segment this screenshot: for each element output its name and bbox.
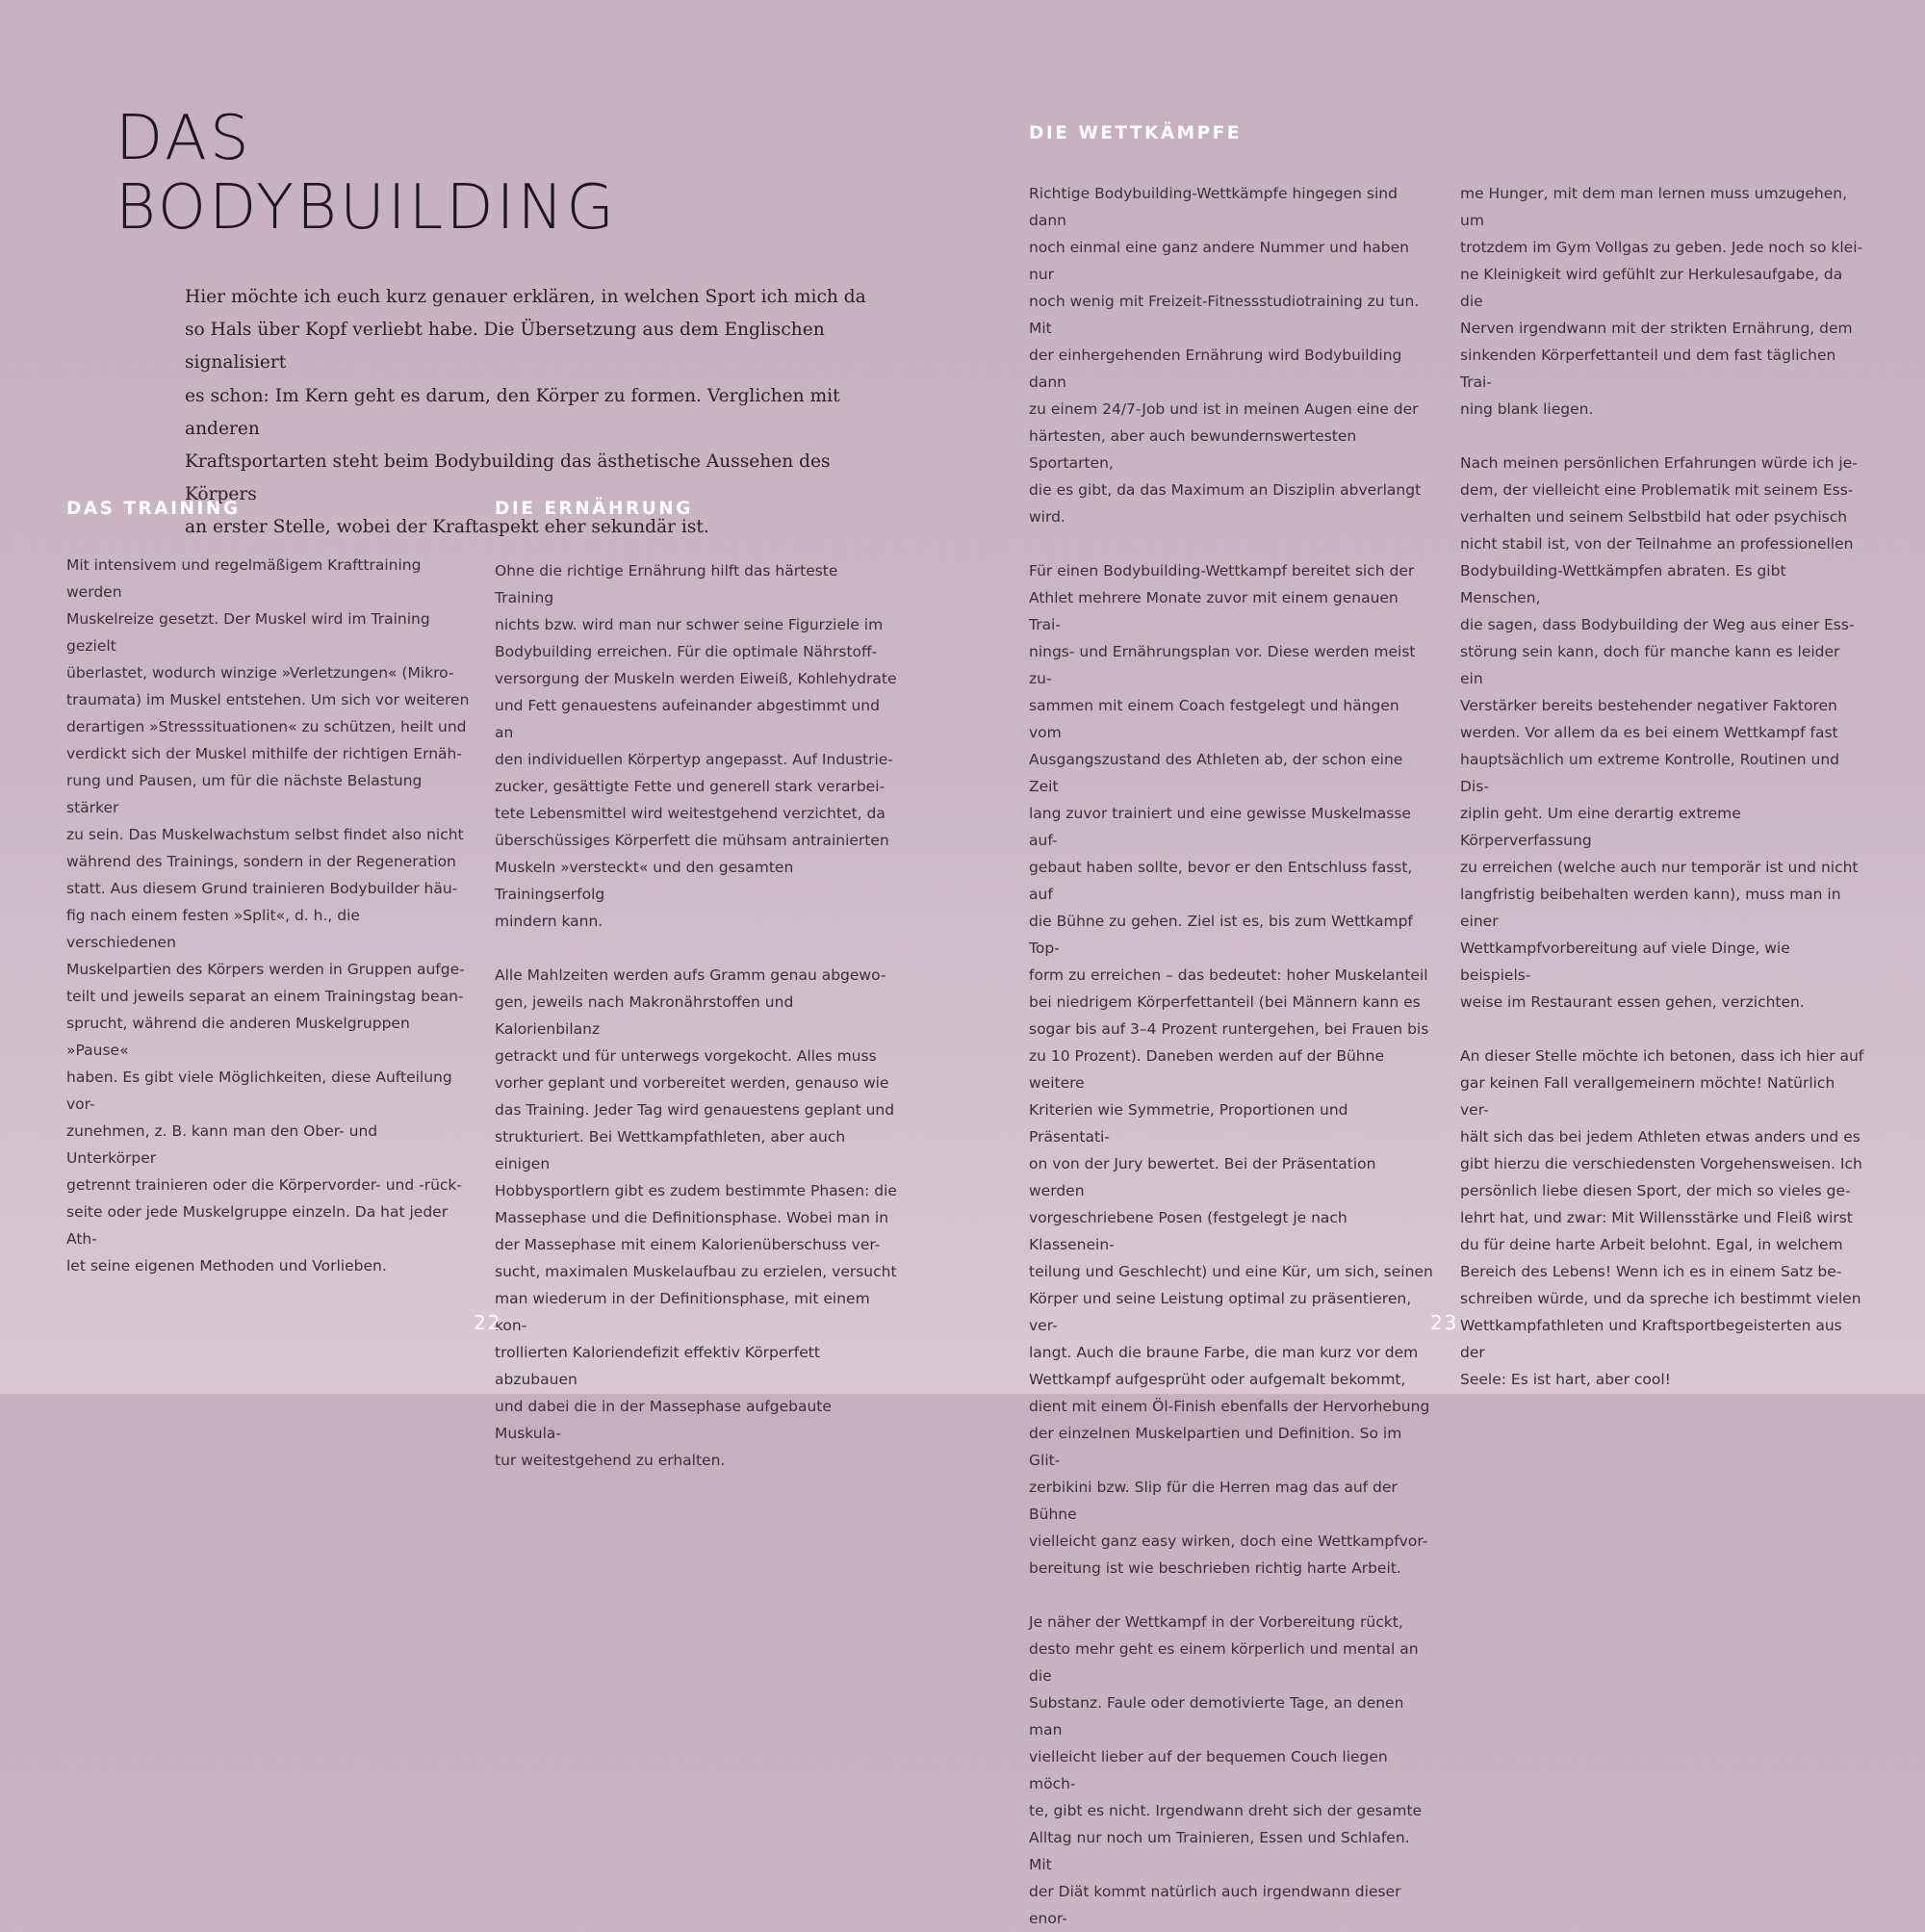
title-line-1: DAS xyxy=(116,103,252,174)
ernaehrung-paragraph-2: Alle Mahlzeiten werden aufs Gramm genau abgewo- gen, jeweils nach Makronährstoffen und Kalorienbilanz getrackt und für unterwegs vorgekocht. Alles muss vorher geplant und vorbereitet werden, genauso wie das Training. Jeder Tag wird genauestens geplant und strukturiert. Bei Wettkampfathleten, aber auch einigen Hobbysportlern gibt es zudem bestimmte Phasen: die Massephase und die Definitionsphase. Wobei man in der Massephase mit einem Kalorienüberschuss ver- sucht, maximalen Muskelaufbau zu erzielen, versucht man wiederum in der Definitionsphase, mit einem kon- trollierten Kaloriendefizit effektiv Körperfett abzubauen und dabei die in der Massephase aufgebaute Muskula- tur weitestgehend zu erhalten. xyxy=(495,966,897,1469)
wettkaempfe-col1-paragraph-2: Für einen Bodybuilding-Wettkampf bereitet sich der Athlet mehrere Monate zuvor mit einem genauen Trai- nings- und Ernährungsplan vor. Diese werden meist zu- sammen mit einem Coach festgelegt und hängen vom Ausgangszustand des Athleten ab, der schon eine Zeit lang zuvor trainiert und eine gewisse Muskelmasse auf- gebaut haben sollte, bevor er den Entschluss fasst, auf die Bühne zu gehen. Ziel ist es, bis zum Wettkampf Top- form zu erreichen – das bedeutet: hoher Muskelanteil bei niedrigem Körperfettanteil (bei Männern kann es sogar bis auf 3–4 Prozent runtergehen, bei Frauen bis zu 10 Prozent). Daneben werden auf der Bühne weitere Kriterien wie Symmetrie, Proportionen und Präsentati- on von der Jury bewertet. Bei der Präsentation werden vorgeschriebene Posen (festgelegt je nach Klassenein- teilung und Geschlecht) und eine Kür, um sich, seinen Körper und seine Leistung optimal zu präsentieren, ver- langt. Auch die braune Farbe, die man kurz vor dem Wettkampf aufgesprüht oder aufgemalt bekommt, dient mit einem Öl-Finish ebenfalls der Hervorhebung der einzelnen Muskelpartien und Definition. So im Glit- zerbikini bzw. Slip für die Herren mag das auf der Bühne vielleicht ganz easy wirken, doch eine Wettkampfvor- bereitung ist wie beschrieben richtig harte Arbeit. xyxy=(1029,562,1433,1577)
heading-wettkaempfe: DIE WETTKÄMPFE xyxy=(1029,123,1242,143)
page-number-left: 22 xyxy=(474,1311,502,1334)
ernaehrung-paragraph-1: Ohne die richtige Ernährung hilft das härteste Training nichts bzw. wird man nur schwer seine Figurziele im Bodybuilding erreichen. Für die optimale Nährstoff- versorgung der Muskeln werden Eiweiß, Kohlehydrate und Fett genauestens aufeinander abgestimmt und an den individuellen Körpertyp angepasst. Auf Industrie- zucker, gesättigte Fette und generell stark verarbei- tete Lebensmittel wird weitestgehend verzichtet, da überschüssiges Körperfett die mühsam antrainierten Muskeln »versteckt« und den gesamten Trainingserfolg mindern kann. xyxy=(495,562,897,930)
column-training xyxy=(66,552,471,1279)
column-wettkaempfe-2 xyxy=(1460,180,1865,1393)
training-paragraph-1: Mit intensivem und regelmäßigem Krafttraining werden Muskelreize gesetzt. Der Muskel wird im Training gezielt überlastet, wodurch winzige »Verletzungen« (Mikro- traumata) im Muskel entstehen. Um sich vor weiteren derartigen »Stresssituationen« zu schützen, heilt und verdickt sich der Muskel mithilfe der richtigen Ernäh- rung und Pausen, um für die nächste Belastung stärker zu sein. Das Muskelwachstum selbst findet also nicht während des Trainings, sondern in der Regeneration statt. Aus diesem Grund trainieren Bodybuilder häu- fig nach einem festen »Split«, d. h., die verschiedenen Muskelpartien des Körpers werden in Gruppen aufge- teilt und jeweils separat an einem Trainingstag bean- sprucht, während die anderen Muskelgruppen »Pause« haben. Es gibt viele Möglichkeiten, diese Aufteilung vor- zunehmen, z. B. kann man den Ober- und Unterkörper getrennt trainieren oder die Körpervorder- und -rück- seite oder jede Muskelgruppe einzeln. Da hat jeder Ath- let seine eigenen Methoden und Vorlieben. xyxy=(66,556,470,1275)
wettkaempfe-col2-paragraph-1: me Hunger, mit dem man lernen muss umzugehen, um trotzdem im Gym Vollgas zu geben. Jede noch so klei- ne Kleinigkeit wird gefühlt zur Herkulesaufgabe, da die Nerven irgendwann mit der strikten Ernährung, dem sinkenden Körperfettanteil und dem fast täglichen Trai- ning blank liegen. xyxy=(1460,185,1863,418)
heading-ernaehrung: DIE ERNÄHRUNG xyxy=(495,499,693,519)
wettkaempfe-col2-paragraph-2: Nach meinen persönlichen Erfahrungen würde ich je- dem, der vielleicht eine Problematik mit seinem Ess- verhalten und seinem Selbstbild hat oder psychisch nicht stabil ist, von der Teilnahme an professionellen Bodybuilding-Wettkämpfen abraten. Es gibt Menschen, die sagen, dass Bodybuilding der Weg aus einer Ess- störung sein kann, doch für manche kann es leider ein Verstärker bereits bestehender negativer Faktoren werden. Vor allem da es bei einem Wettkampf fast hauptsächlich um extreme Kontrolle, Routinen und Dis- ziplin geht. Um eine derartig extreme Körperverfassung zu erreichen (welche auch nur temporär ist und nicht langfristig beibehalten werden kann), muss man in einer Wettkampfvorbereitung auf viele Dinge, wie beispiels- weise im Restaurant essen gehen, verzichten. xyxy=(1460,454,1859,1011)
column-wettkaempfe-1 xyxy=(1029,180,1433,1932)
column-ernaehrung xyxy=(495,557,901,1474)
title-line-2: BODYBUILDING xyxy=(116,172,617,244)
wettkaempfe-col1-paragraph-3: Je näher der Wettkampf in der Vorbereitung rückt, desto mehr geht es einem körperlich und mental an die Substanz. Faule oder demotivierte Tage, an denen man vielleicht lieber auf der bequemen Couch liegen möch- te, gibt es nicht. Irgendwann dreht sich der gesamte Alltag nur noch um Trainieren, Essen und Schlafen. Mit der Diät kommt natürlich auch irgendwann dieser enor- xyxy=(1029,1613,1423,1927)
page-title xyxy=(116,104,617,243)
intro-paragraph: Hier möchte ich euch kurz genauer erklären, in welchen Sport ich mich da so Hals über Kopf verliebt habe. Die Übersetzung aus dem Englischen signalisiert es schon: Im Kern geht es darum, den Körper zu formen. Verglichen mit anderen Kraftsportarten steht beim Bodybuilding das ästhetische Aussehen des Körpers an erster Stelle, wobei der Kraftaspekt eher sekundär ist. xyxy=(185,287,866,538)
wettkaempfe-col1-paragraph-1: Richtige Bodybuilding-Wettkämpfe hingegen sind dann noch einmal eine ganz andere Nummer und haben nur noch wenig mit Freizeit-Fitnessstudiotraining zu tun. Mit der einhergehenden Ernährung wird Bodybuilding dann zu einem 24/7-Job und ist in meinen Augen eine der härtesten, aber auch bewundernswertesten Sportarten, die es gibt, da das Maximum an Disziplin abverlangt wird. xyxy=(1029,185,1422,526)
heading-training: DAS TRAINING xyxy=(66,499,241,519)
wettkaempfe-col2-paragraph-3: An dieser Stelle möchte ich betonen, dass ich hier auf gar keinen Fall verallgemeinern möchte! Natürlich ver- hält sich das bei jedem Athleten etwas anders und es gibt hierzu die verschiedensten Vorgehensweisen. Ich persönlich liebe diesen Sport, der mich so vieles ge- lehrt hat, und zwar: Mit Willensstärke und Fleiß wirst du für deine harte Arbeit belohnt. Egal, in welchem Bereich des Lebens! Wenn ich es in einem Satz be- schreiben würde, und da spreche ich bestimmt vielen Wettkampfathleten und Kraftsportbegeisterten aus der Seele: Es ist hart, aber cool! xyxy=(1460,1047,1864,1388)
page-number-right: 23 xyxy=(1430,1311,1459,1334)
